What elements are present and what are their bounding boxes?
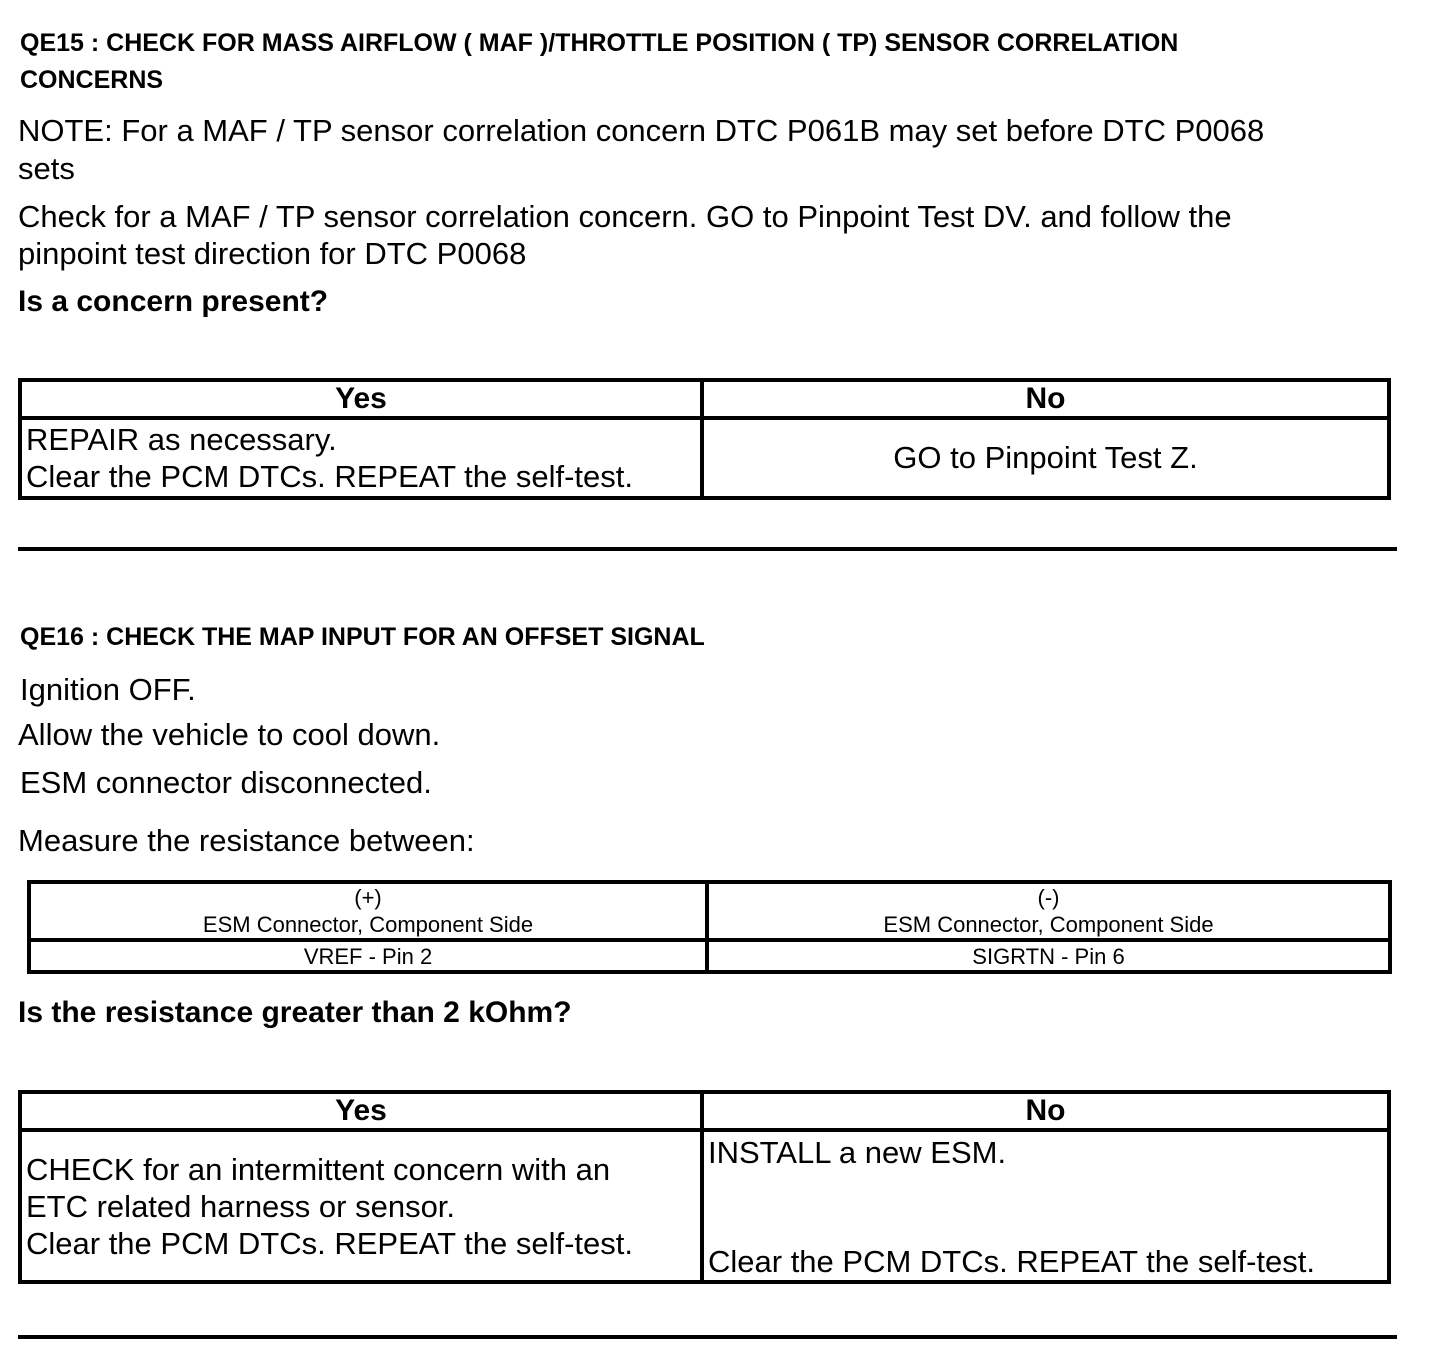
qe16-step-2: Allow the vehicle to cool down. (18, 717, 441, 752)
qe16-yes-line1: CHECK for an intermittent concern with an (26, 1151, 611, 1187)
qe16-no-cell (702, 1130, 1389, 1282)
qe15-question: Is a concern present? (18, 285, 329, 318)
section-divider-1 (18, 547, 1397, 551)
qe15-no-cell: GO to Pinpoint Test Z. (702, 418, 1389, 498)
qe15-heading-line1: QE15 : CHECK FOR MASS AIRFLOW ( MAF )/THROTTLE POSITION ( TP) SENSOR CORRELATION (20, 29, 1179, 57)
qe16-yes-line2: ETC related harness or sensor. (26, 1188, 456, 1224)
section-divider-2 (18, 1335, 1397, 1339)
qe16-heading: QE16 : CHECK THE MAP INPUT FOR AN OFFSET SIGNAL (20, 623, 705, 651)
qe16-question: Is the resistance greater than 2 kOhm? (18, 996, 572, 1029)
qe16-answer-table (18, 1090, 1391, 1284)
qe16-no-header: No (702, 1092, 1389, 1130)
qe15-yes-line1: REPAIR as necessary. (26, 422, 337, 457)
qe16-yes-line3: Clear the PCM DTCs. REPEAT the self-test. (26, 1225, 633, 1261)
negative-pin: SIGRTN - Pin 6 (707, 940, 1390, 972)
qe15-note-line1: NOTE: For a MAF / TP sensor correlation concern DTC P061B may set before DTC P0068 (18, 113, 1265, 148)
qe16-measure-label: Measure the resistance between: (18, 823, 475, 858)
qe16-step-1: Ignition OFF. (20, 672, 196, 707)
positive-sign: (+) (354, 885, 382, 910)
negative-sign: (-) (1037, 885, 1060, 910)
qe15-answer-table (18, 378, 1391, 500)
qe15-yes-line2: Clear the PCM DTCs. REPEAT the self-test. (26, 459, 633, 494)
positive-pin: VREF - Pin 2 (29, 940, 707, 972)
qe16-yes-header: Yes (20, 1092, 702, 1130)
measure-positive-header (29, 882, 707, 940)
qe15-check-line2: pinpoint test direction for DTC P0068 (18, 236, 527, 271)
qe16-no-line2: Clear the PCM DTCs. REPEAT the self-test. (708, 1244, 1315, 1279)
measure-negative-header (707, 882, 1390, 940)
qe15-no-header: No (702, 380, 1389, 418)
positive-connector-label: ESM Connector, Component Side (202, 912, 534, 937)
qe16-measure-table (27, 880, 1392, 974)
qe16-step-3: ESM connector disconnected. (20, 765, 432, 800)
qe15-yes-header: Yes (20, 380, 702, 418)
qe15-note-line2: sets (18, 151, 75, 186)
qe15-yes-cell (20, 418, 702, 498)
qe15-heading-line2: CONCERNS (20, 66, 164, 94)
qe16-yes-cell (20, 1130, 702, 1282)
negative-connector-label: ESM Connector, Component Side (883, 912, 1214, 937)
qe15-check-line1: Check for a MAF / TP sensor correlation concern. GO to Pinpoint Test DV. and follow the (18, 199, 1232, 234)
qe16-no-line1: INSTALL a new ESM. (708, 1135, 1007, 1170)
